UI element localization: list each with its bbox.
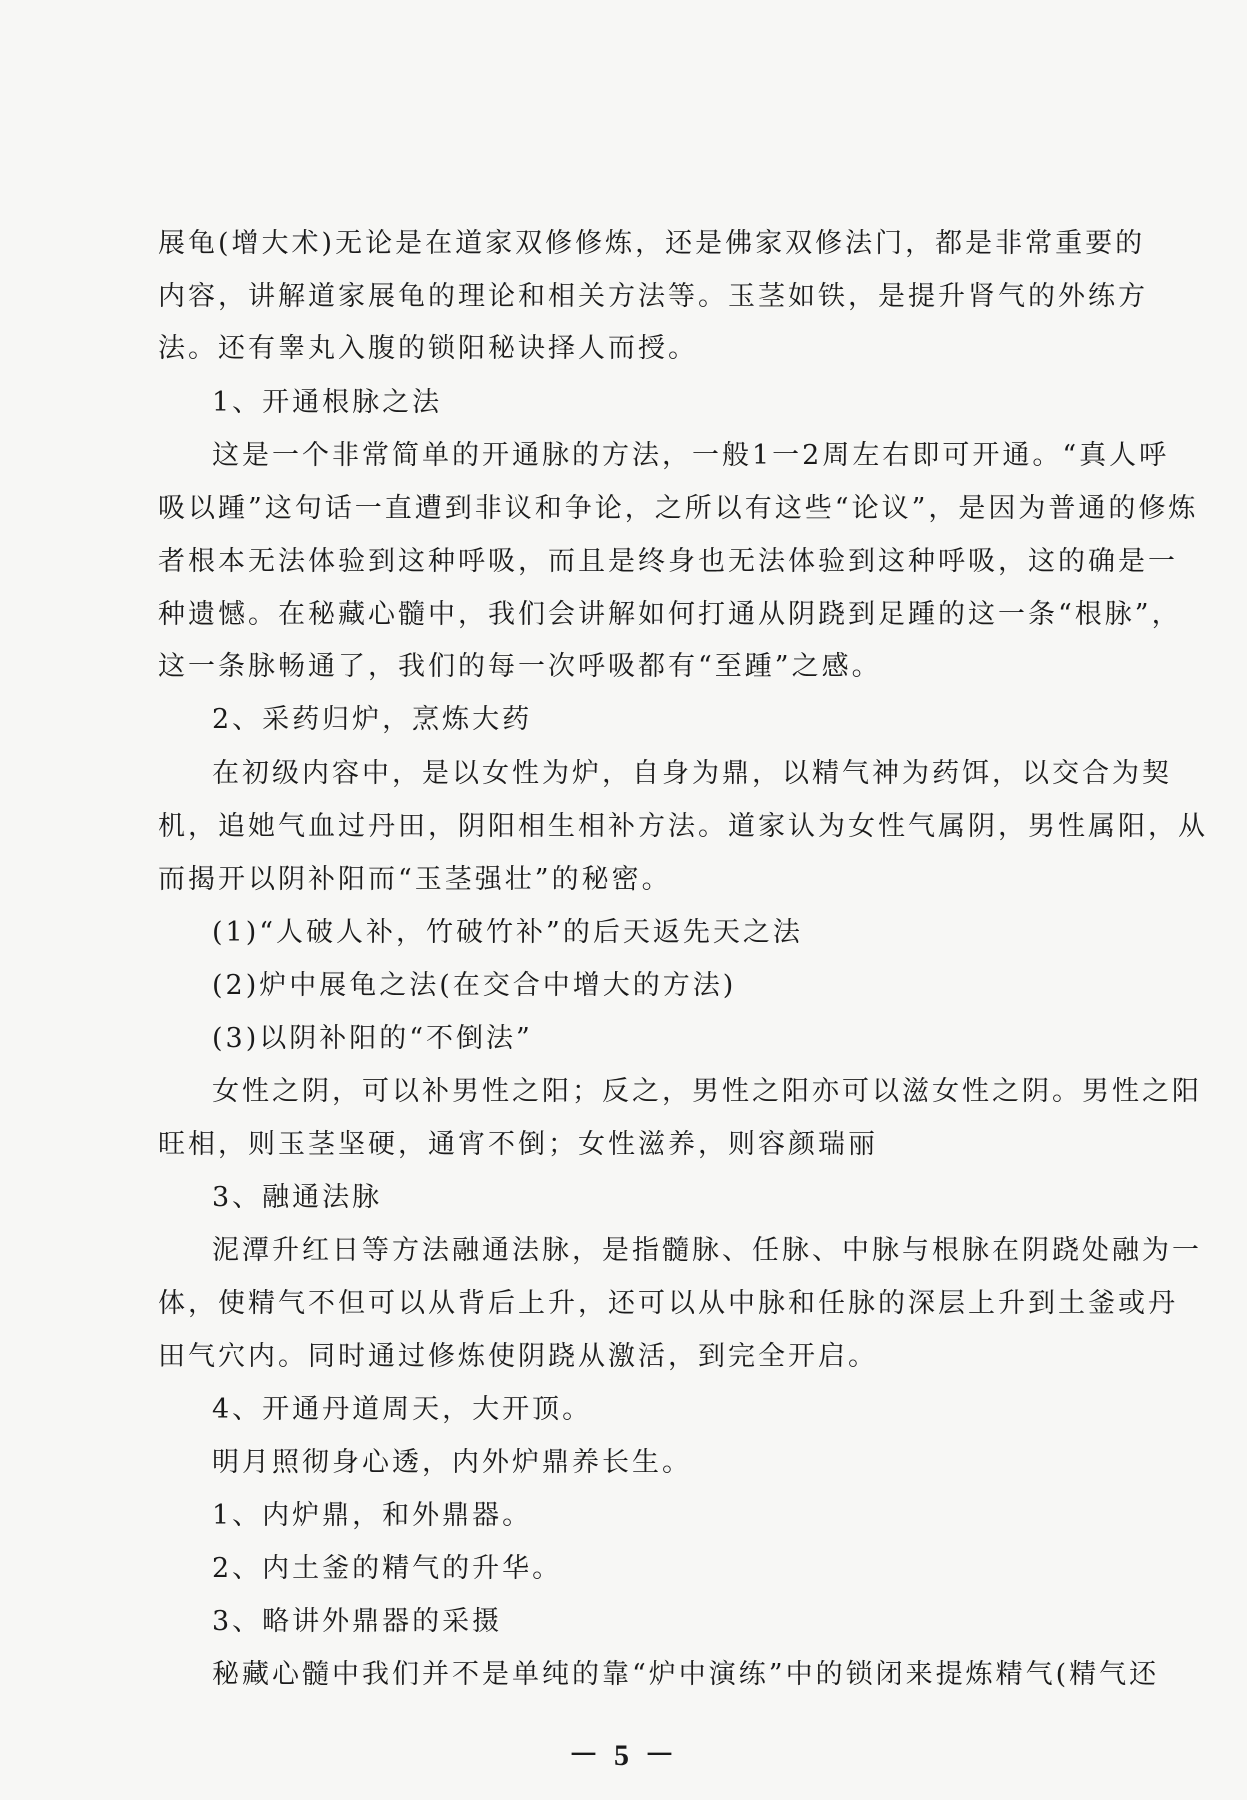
text-line-28: 秘藏心髓中我们并不是单纯的靠“炉中演练”中的锁闭来提炼精气(精气还 xyxy=(212,1659,1160,1690)
list-item-3: (3)以阴补阳的“不倒法” xyxy=(212,1023,533,1054)
text-line-11: 在初级内容中，是以女性为炉，自身为鼎，以精气神为药饵，以交合为契 xyxy=(212,758,1172,789)
text-line-18: 旺相，则玉茎坚硬，通宵不倒；女性滋养，则容颜瑞丽 xyxy=(158,1129,878,1160)
text-line-17: 女性之阴，可以补男性之阳；反之，男性之阳亦可以滋女性之阴。男性之阳 xyxy=(212,1076,1202,1107)
sub-item-1: 1、内炉鼎，和外鼎器。 xyxy=(212,1500,533,1531)
sub-item-3: 3、略讲外鼎器的采摄 xyxy=(212,1606,503,1637)
text-line-1: 展龟(增大术)无论是在道家双修修炼，还是佛家双修法门，都是非常重要的 xyxy=(158,228,1146,259)
text-line-22: 田气穴内。同时通过修炼使阴跷从激活，到完全开启。 xyxy=(158,1341,878,1372)
section-heading-1: 1、开通根脉之法 xyxy=(212,387,443,418)
text-line-9: 这一条脉畅通了，我们的每一次呼吸都有“至踵”之感。 xyxy=(158,651,882,682)
text-line-13: 而揭开以阴补阳而“玉茎强壮”的秘密。 xyxy=(158,864,672,895)
section-heading-4: 4、开通丹道周天，大开顶。 xyxy=(212,1394,593,1425)
list-item-1: (1)“人破人补，竹破竹补”的后天返先天之法 xyxy=(212,917,803,948)
section-heading-3: 3、融通法脉 xyxy=(212,1182,383,1213)
text-line-7: 者根本无法体验到这种呼吸，而且是终身也无法体验到这种呼吸，这的确是一 xyxy=(158,546,1178,577)
text-line-20: 泥潭升红日等方法融通法脉，是指髓脉、任脉、中脉与根脉在阴跷处融为一 xyxy=(212,1235,1202,1266)
text-line-24: 明月照彻身心透，内外炉鼎养长生。 xyxy=(212,1447,692,1478)
list-item-2: (2)炉中展龟之法(在交合中增大的方法) xyxy=(212,970,737,1001)
text-line-21: 体，使精气不但可以从背后上升，还可以从中脉和任脉的深层上升到土釜或丹 xyxy=(158,1288,1178,1319)
text-line-6: 吸以踵”这句话一直遭到非议和争论，之所以有这些“论议”，是因为普通的修炼 xyxy=(158,493,1199,524)
text-line-3: 法。还有睾丸入腹的锁阳秘诀择人而授。 xyxy=(158,333,698,364)
text-line-8: 种遗憾。在秘藏心髓中，我们会讲解如何打通从阴跷到足踵的这一条“根脉”， xyxy=(158,599,1182,630)
page-number: － 5 － xyxy=(568,1739,679,1772)
section-heading-2: 2、采药归炉，烹炼大药 xyxy=(212,704,533,735)
text-line-5: 这是一个非常简单的开通脉的方法，一般1一2周左右即可开通。“真人呼 xyxy=(212,440,1170,471)
sub-item-2: 2、内土釜的精气的升华。 xyxy=(212,1553,563,1584)
text-line-12: 机，追她气血过丹田，阴阳相生相补方法。道家认为女性气属阴，男性属阳，从 xyxy=(158,811,1208,842)
text-line-2: 内容，讲解道家展龟的理论和相关方法等。玉茎如铁，是提升肾气的外练方 xyxy=(158,281,1148,312)
